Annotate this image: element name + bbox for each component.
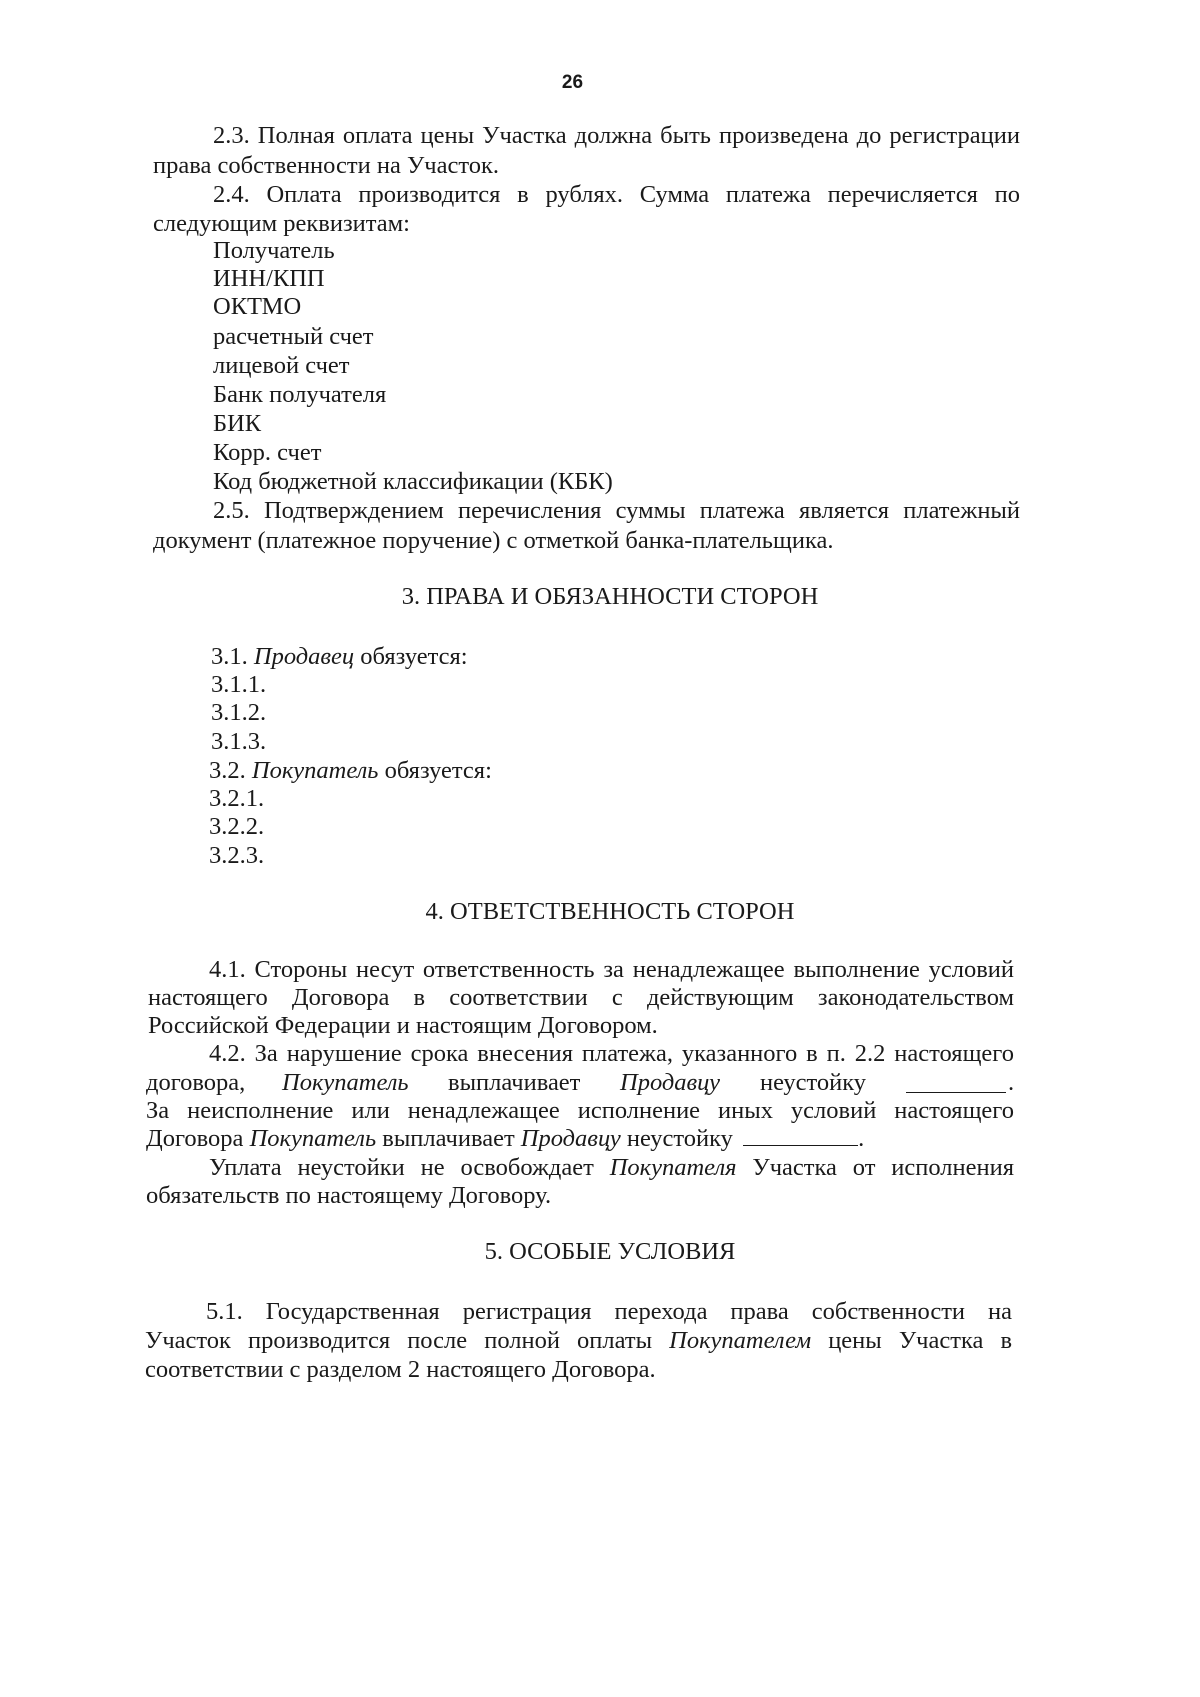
clause-3-1-1: 3.1.1. [211, 671, 267, 698]
seller-term: Продавцу [620, 1069, 720, 1096]
requisite-corr-account: Корр. счет [213, 439, 322, 466]
clause-3-2-1: 3.2.1. [209, 785, 265, 812]
clause-3-2-3: 3.2.3. [209, 842, 265, 869]
requisite-personal-account: лицевой счет [213, 352, 350, 379]
clause-4-2-line-1: 4.2. За нарушение срока внесения платежа, указанного в п. 2.2 настоящего [209, 1040, 1014, 1067]
clause-4-3-line-1: Уплата неустойки не освобождает Покупателя Участка от исполнения [209, 1154, 1015, 1181]
clause-5-1-line-3: соответствии с разделом 2 настоящего Договора. [145, 1356, 656, 1383]
clause-3-1-2: 3.1.2. [211, 699, 267, 726]
clause-3-2-number: 3.2. [209, 757, 246, 784]
clause-5-1-line-2: Участок производится после полной оплаты Покупателем цены Участка в [145, 1327, 1013, 1354]
section-5-heading: 5. ОСОБЫЕ УСЛОВИЯ [484, 1238, 736, 1265]
requisite-settlement-account: расчетный счет [213, 323, 374, 350]
clause-4-1-line-3: Российской Федерации и настоящим Договором. [148, 1012, 658, 1039]
clause-2-3-line-1: 2.3. Полная оплата цены Участка должна быть произведена до регистрации [213, 122, 1020, 149]
clause-2-4-line-1: 2.4. Оплата производится в рублях. Сумма платежа перечисляется по [213, 181, 1020, 208]
section-4-heading: 4. ОТВЕТСТВЕННОСТЬ СТОРОН [425, 898, 795, 925]
buyer-term: Покупателя [609, 1154, 737, 1181]
clause-3-1 [211, 642, 468, 672]
section-3-heading: 3. ПРАВА И ОБЯЗАННОСТИ СТОРОН [401, 583, 819, 610]
requisite-oktmo: ОКТМО [213, 293, 302, 320]
clause-5-1-line-1: 5.1. Государственная регистрация перехода права собственности на [206, 1298, 1012, 1325]
clause-4-1-line-2: настоящего Договора в соответствии с действующим законодательством [148, 984, 1014, 1011]
requisite-bik: БИК [213, 410, 262, 437]
clause-4-3-line-2: обязательств по настоящему Договору. [146, 1182, 552, 1209]
clause-3-1-text: обязуется: [360, 643, 468, 670]
clause-3-2-text: обязуется: [384, 757, 492, 784]
buyer-term: Покупатель [251, 757, 379, 784]
penalty-amount-blank-1 [906, 1072, 1006, 1093]
clause-2-5-line-2: документ (платежное поручение) с отметкой банка-плательщика. [153, 527, 834, 554]
requisite-kbk: Код бюджетной классификации (КБК) [213, 468, 613, 495]
buyer-term: Покупателем [669, 1327, 812, 1354]
clause-3-1-number: 3.1. [211, 643, 248, 670]
clause-3-2-2: 3.2.2. [209, 813, 265, 840]
clause-4-1-line-1: 4.1. Стороны несут ответственность за ненадлежащее выполнение условий [209, 956, 1014, 983]
requisite-recipient-bank: Банк получателя [213, 381, 387, 408]
buyer-term: Покупатель [249, 1125, 377, 1152]
requisite-recipient: Получатель [213, 237, 335, 264]
clause-2-3-line-2: права собственности на Участок. [153, 152, 500, 179]
clause-3-1-3: 3.1.3. [211, 728, 267, 755]
document-page: 26 2.3. Полная оплата цены Участка должна быть произведена до регистрации права собственности на Участок. 2.4. Оплата производится в рублях. Сумма платежа перечисляется по следующим реквизитам: Получатель ИНН/КПП ОКТМО расчетный счет лицевой счет Банк получателя БИК Корр. счет Код бюджетной классификации (КБК) 2.5. Подтверждением перечисления суммы платежа является платежный документ (платежное поручение) с отметкой банка-плательщика. 3. ПРАВА И ОБЯЗАННОСТИ СТОРОН 3.1. Продавец обязуется: 3.1.1. 3.1.2. 3.1.3. 3.2. Покупатель обязуется: 3.2.1. 3.2.2. 3.2.3. 4. ОТВЕТСТВЕННОСТЬ СТОРОН 4.1. Стороны несут ответственность за ненадлежащее выполнение условий настоящего Договора в соответствии с действующим законодательством Российской Федерации и настоящим Договором. 4.2. За нарушение срока внесения платежа, указанного в п. 2.2 настоящего договора, Покупатель выплачивает Продавцу неустойку . За неисполнение или ненадлежащее исполнение иных условий настоящего Договора Покупатель выплачивает Продавцу неустойку . Уплата неустойки не освобождает Покупателя Участка от исполнения обязательств по настоящему Договору. 5. ОСОБЫЕ УСЛОВИЯ 5.1. Государственная регистрация перехода права собственности на Участок производится после полной оплаты Покупателем цены Участка в соответствии с разделом 2 настоящего Договора. [0, 0, 1200, 1697]
clause-4-2-line-3: За неисполнение или ненадлежащее исполнение иных условий настоящего [146, 1097, 1014, 1124]
requisite-inn-kpp: ИНН/КПП [213, 265, 325, 292]
buyer-term: Покупатель [282, 1069, 409, 1096]
page-number: 26 [561, 72, 584, 93]
seller-term: Продавец [253, 643, 355, 670]
clause-2-4-line-2: следующим реквизитам: [153, 210, 410, 237]
clause-4-2-line-4: Договора Покупатель выплачивает Продавцу неустойку . [146, 1125, 865, 1152]
clause-2-5-line-1: 2.5. Подтверждением перечисления суммы платежа является платежный [213, 497, 1020, 524]
seller-term: Продавцу [520, 1125, 621, 1152]
clause-3-2 [209, 756, 492, 786]
penalty-amount-blank-2 [743, 1125, 858, 1146]
